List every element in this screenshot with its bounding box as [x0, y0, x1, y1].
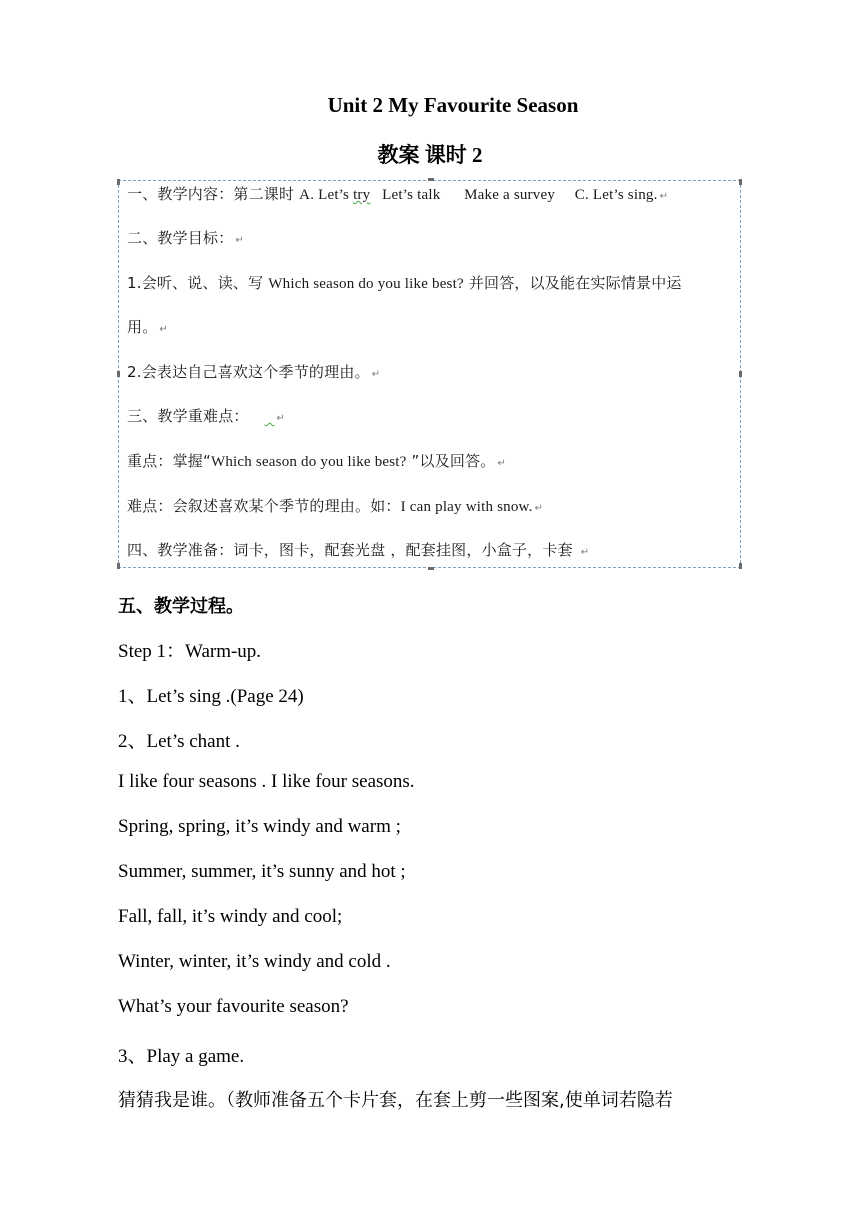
paragraph-mark: ↵	[159, 324, 168, 335]
focus-prefix: 重点：掌握“	[127, 452, 211, 470]
goal-1-question: Which season do you like best?	[268, 276, 464, 292]
resize-handle-bottom-left	[117, 563, 120, 569]
resize-handle-middle-right	[739, 371, 742, 377]
game-description: 猜猜我是谁。（教师准备五个卡片套，在套上剪一些图案,使单词若隐若	[118, 1090, 673, 1111]
focus-line	[127, 450, 506, 471]
chant-line-1: I like four seasons . I like four seasons.	[118, 771, 415, 792]
chant-line-6: What’s your favourite season?	[118, 996, 349, 1017]
item-1-line: 1、Let’s sing .(Page 24)	[118, 686, 304, 707]
difficulty-prefix: 难点：会叙述喜欢某个季节的理由。如：	[127, 497, 401, 515]
chant-line-4: Fall, fall, it’s windy and cool;	[118, 906, 343, 927]
goal-1-continuation	[127, 316, 168, 337]
paragraph-mark: ↵	[534, 503, 544, 514]
teaching-content-rest: Let’s talk Make a survey C. Let’s sing.	[370, 187, 658, 203]
goal-1-prefix: 1.会听、说、读、写	[127, 274, 269, 292]
key-points-line	[127, 405, 285, 426]
resize-handle-bottom-middle	[428, 567, 434, 570]
step-1-line: Step 1：Warm-up.	[118, 641, 262, 662]
teaching-content-line	[127, 183, 668, 204]
paragraph-mark: ↵	[659, 191, 669, 202]
teaching-content-a: A. Let’s	[299, 187, 354, 203]
focus-suffix: ”以及回答。	[406, 452, 496, 470]
item-2-line: 2、Let’s chant .	[118, 731, 240, 752]
goal-1-end: 用。	[127, 318, 158, 336]
embedded-objectives-image	[118, 180, 741, 568]
resize-handle-middle-left	[117, 371, 120, 377]
document-title: Unit 2 My Favourite Season	[327, 93, 579, 117]
teaching-goals-label: 二、教学目标：	[127, 229, 234, 247]
key-points-label: 三、教学重难点：	[127, 407, 249, 425]
paragraph-mark: ↵	[580, 547, 590, 558]
section-5-heading: 五、教学过程。	[118, 596, 244, 617]
goal-1-suffix: 并回答，以及能在实际情景中运	[463, 274, 682, 292]
difficulty-line	[127, 495, 543, 516]
teaching-goals-line	[127, 227, 244, 248]
goal-2-text: 2.会表达自己喜欢这个季节的理由。	[127, 363, 370, 381]
goal-1-line	[127, 272, 682, 293]
difficulty-example: I can play with snow.	[400, 499, 533, 515]
preparation-line	[127, 539, 589, 560]
resize-handle-top-middle	[428, 178, 434, 181]
teaching-content-label: 一、教学内容：第二课时	[127, 185, 300, 203]
goal-2-line	[127, 361, 380, 382]
paragraph-mark: ↵	[497, 458, 507, 469]
chant-line-5: Winter, winter, it’s windy and cold .	[118, 951, 391, 972]
resize-handle-bottom-right	[739, 563, 742, 569]
paragraph-mark: ↵	[371, 369, 381, 380]
document-subtitle: 教案 课时 2	[377, 143, 483, 167]
item-3-line: 3、Play a game.	[118, 1046, 245, 1067]
teaching-content-try: try	[353, 187, 371, 203]
chant-line-3: Summer, summer, it’s sunny and hot ;	[118, 861, 406, 882]
focus-question: Which season do you like best?	[210, 454, 407, 470]
resize-handle-top-right	[739, 179, 742, 185]
preparation-text: 四、教学准备：词卡，图卡，配套光盘 ，配套挂图，小盒子，卡套	[127, 541, 573, 559]
paragraph-mark: ↵	[235, 235, 244, 246]
resize-handle-top-left	[117, 179, 120, 185]
paragraph-mark: ↵	[276, 413, 286, 424]
chant-line-2: Spring, spring, it’s windy and warm ;	[118, 816, 401, 837]
